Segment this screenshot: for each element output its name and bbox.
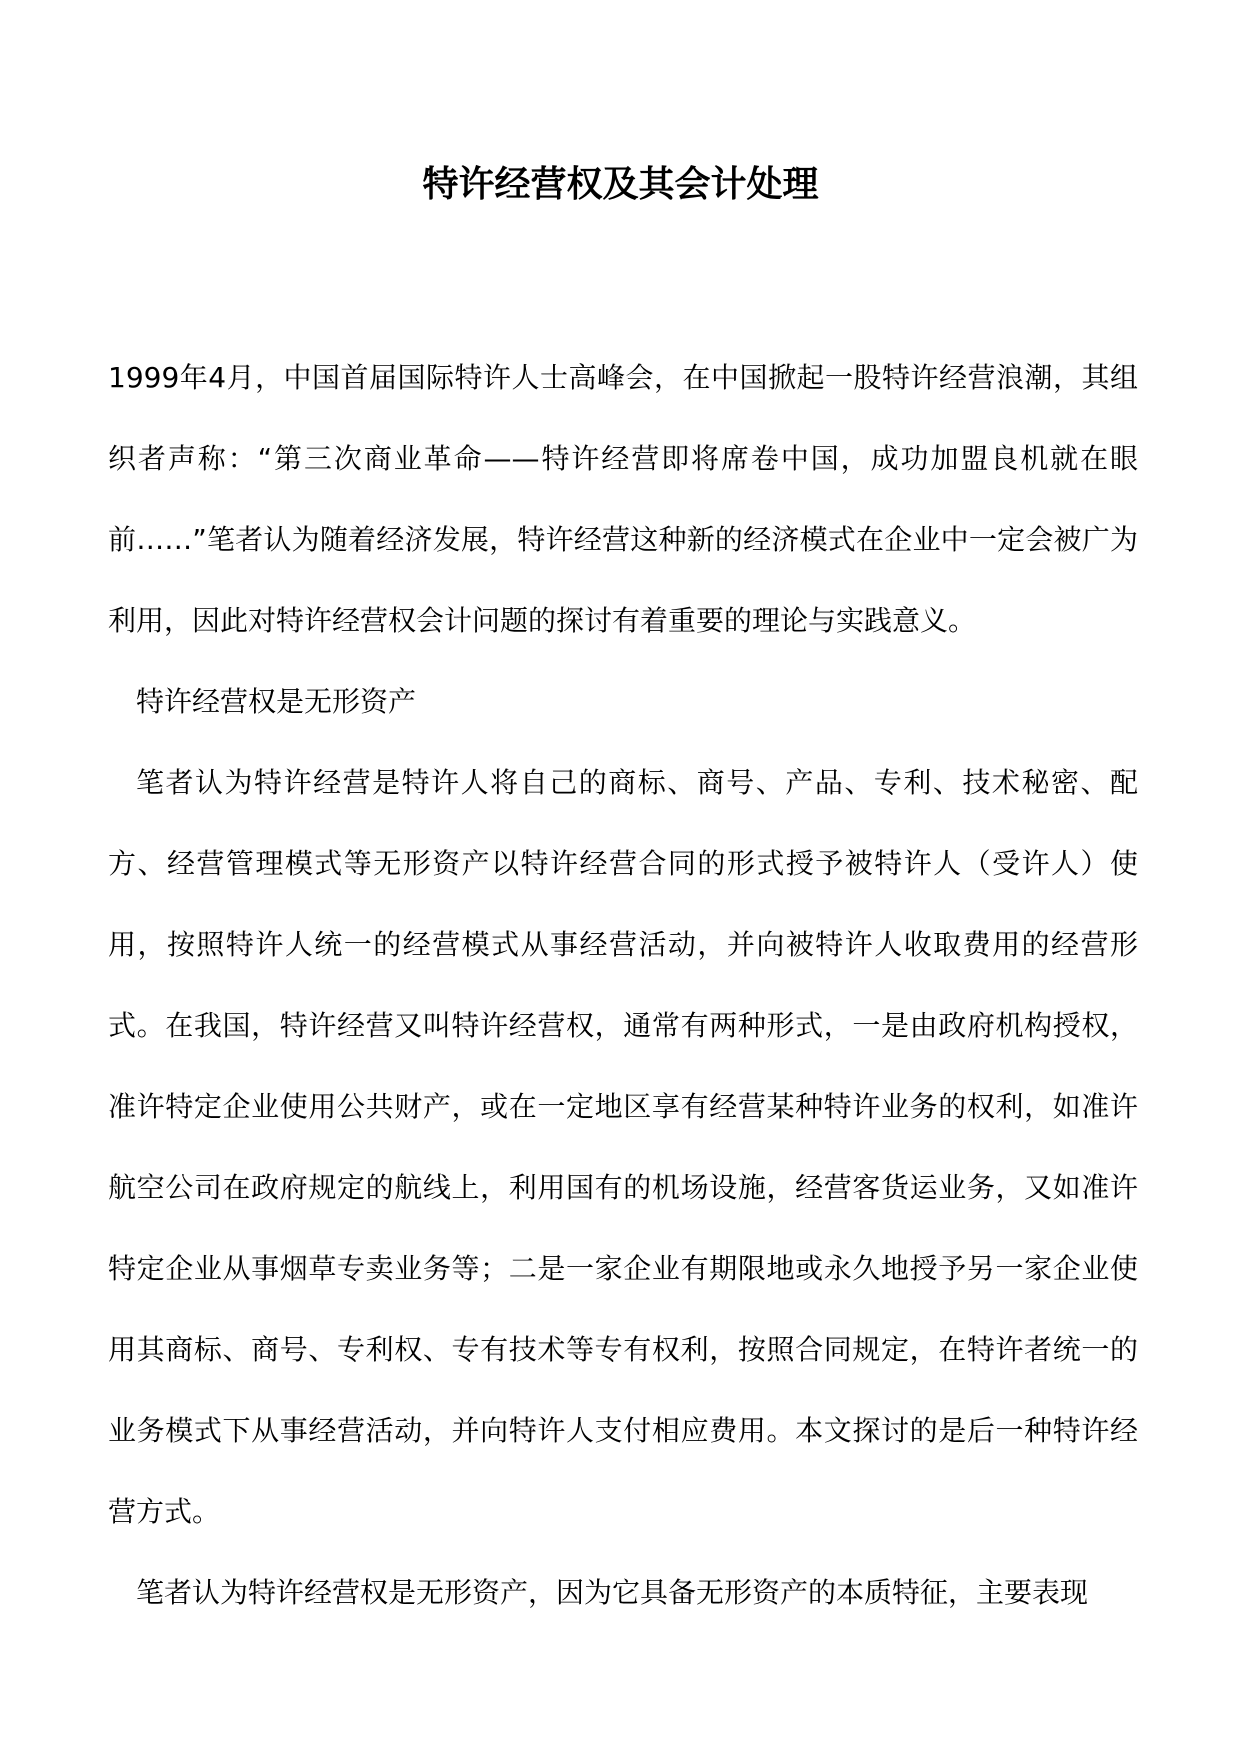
document-body: [108, 337, 1138, 1633]
section-heading: 特许经营权是无形资产: [136, 685, 417, 718]
paragraph-intro: 1999年4月，中国首届国际特许人士高峰会，在中国掀起一股特许经营浪潮，其组织者声称：“第三次商业革命——特许经营即将席卷中国，成功加盟良机就在眼前……”笔者认为随着经济发展，特许经营这种新的经济模式在企业中一定会被广为利用，因此对特许经营权会计问题的探讨有着重要的理论与实践意义。: [108, 361, 1138, 637]
document-title: 特许经营权及其会计处理: [422, 163, 819, 205]
paragraph-definition: 笔者认为特许经营是特许人将自己的商标、商号、产品、专利、技术秘密、配方、经营管理模式等无形资产以特许经营合同的形式授予被特许人（受许人）使用，按照特许人统一的经营模式从事经营活动，并向被特许人收取费用的经营形式。在我国，特许经营又叫特许经营权，通常有两种形式，一是由政府机构授权，准许特定企业使用公共财产，或在一定地区享有经营某种特许业务的权利，如准许航空公司在政府规定的航线上，利用国有的机场设施，经营客货运业务，又如准许特定企业从事烟草专卖业务等；二是一家企业有期限地或永久地授予另一家企业使用其商标、商号、专利权、专有技术等专有权利，按照合同规定，在特许者统一的业务模式下从事经营活动，并向特许人支付相应费用。本文探讨的是后一种特许经营方式。: [108, 766, 1138, 1528]
paragraph-intangible-asset: 笔者认为特许经营权是无形资产，因为它具备无形资产的本质特征，主要表现: [136, 1576, 1089, 1609]
